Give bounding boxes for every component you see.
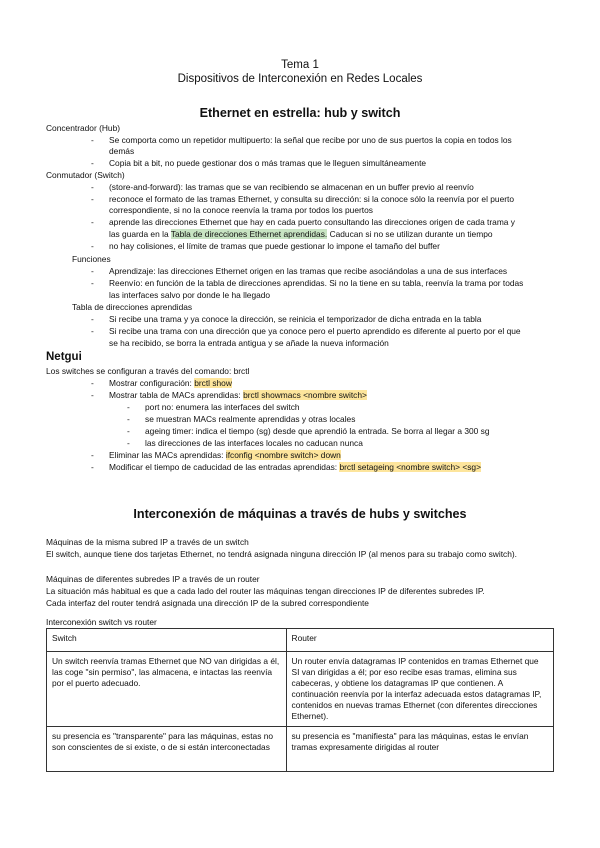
bullet-dash: - (91, 390, 94, 400)
funciones-item: Aprendizaje: las direcciones Ethernet origen en las tramas que recibe asociándolas a una de sus interfaces (109, 266, 508, 276)
table-cell: su presencia es "manifiesta" para las máquinas, estas le envían tramas expresamente dirigidas al router (286, 727, 553, 772)
section-title-interconexion: Interconexión de máquinas a través de hubs y switches (133, 507, 467, 521)
table-cell: su presencia es "transparente" para las máquinas, estas no son conscientes de si existe, o de si están interconectadas (47, 727, 287, 772)
tabla-item: Si recibe una trama y ya conoce la dirección, se reinicia el temporizador de dicha entrada en la tabla (109, 314, 482, 324)
netgui-item-text: Modificar el tiempo de caducidad de las entradas aprendidas: (109, 462, 338, 472)
bullet-dash: - (91, 314, 94, 324)
table-header-cell: Router (286, 629, 553, 652)
bullet-dash: - (91, 135, 94, 145)
paragraph-title: Máquinas de la misma subred IP a través de un switch (46, 537, 249, 547)
netgui-sub-item: port no: enumera las interfaces del switch (145, 402, 300, 412)
tabla-item: se ha recibido, se borra la entrada antigua y se añade la nueva información (109, 338, 389, 348)
comparison-table (46, 628, 554, 772)
table-cell: Un switch reenvía tramas Ethernet que NO van dirigidas a él, las coge "sin permiso", las almacena, e intactas las reenvía por el puerto adecuado. (47, 652, 287, 727)
netgui-item-text: Eliminar las MACs aprendidas: (109, 450, 224, 460)
command-highlight: brctl show (194, 378, 232, 388)
tabla-label: Tabla de direcciones aprendidas (72, 302, 193, 312)
netgui-intro: Los switches se configuran a través del comando: brctl (46, 366, 250, 376)
netgui-sub-item: las direcciones de las interfaces locales no caducan nunca (145, 438, 363, 448)
netgui-item (109, 378, 232, 389)
funciones-item: Reenvío: en función de la tabla de direcciones aprendidas. Si no la tiene en su tabla, reenvía la trama por todas (109, 278, 524, 288)
table-header-row (47, 629, 554, 652)
tabla-item: Si recibe una trama con una dirección que ya conoce pero el puerto aprendido es diferente al puerto por el que (109, 326, 521, 336)
table-header-cell: Switch (47, 629, 287, 652)
bullet-dash: - (91, 378, 94, 388)
switch-item: (store-and-forward): las tramas que se van recibiendo se almacenan en un buffer previo al reenvío (109, 182, 474, 192)
bullet-dash: - (91, 266, 94, 276)
bullet-dash: - (127, 438, 130, 448)
bullet-dash: - (91, 194, 94, 204)
hub-label: Concentrador (Hub) (46, 123, 121, 133)
command-highlight: brctl showmacs <nombre switch> (243, 390, 367, 400)
hub-item: Copia bit a bit, no puede gestionar dos o más tramas que le lleguen simultáneamente (109, 158, 427, 168)
bullet-dash: - (91, 182, 94, 192)
switch-item: reconoce el formato de las tramas Ethernet, y consulta su dirección: si la conoce sólo la reenvía por el puerto (109, 194, 515, 204)
netgui-item-text: Mostrar tabla de MACs aprendidas: (109, 390, 241, 400)
table-row (47, 652, 554, 727)
bullet-dash: - (127, 414, 130, 424)
netgui-sub-item: ageing timer: indica el tiempo (sg) desde que aprendió la entrada. Se borra al llegar a 300 sg (145, 426, 490, 436)
bullet-dash: - (91, 217, 94, 227)
paragraph-text: La situación más habitual es que a cada lado del router las máquinas tengan direcciones IP de diferentes subredes IP. (46, 586, 485, 596)
table-cell: Un router envía datagramas IP contenidos en tramas Ethernet que SI van dirigidas a él; por eso recibe esas tramas, elimina sus cabeceras, y obtiene los datagramas IP que contienen. A continuación reenvía por la interfaz adecuada estos datagramas IP, contenidos en nuevas tramas Ethernet (con diferentes direcciones Ethernet). (286, 652, 553, 727)
command-highlight: ifconfig <nombre switch> down (225, 450, 341, 460)
table-caption: Interconexión switch vs router (46, 617, 157, 627)
bullet-dash: - (91, 326, 94, 336)
bullet-dash: - (91, 278, 94, 288)
switch-item-text: las guarda en la (109, 229, 169, 239)
funciones-item: las interfaces salvo por donde le ha llegado (109, 290, 271, 300)
netgui-item (109, 450, 341, 461)
table-row (47, 727, 554, 772)
command-highlight: brctl setageing <nombre switch> <sg> (339, 462, 481, 472)
switch-item-with-highlight (109, 229, 493, 240)
netgui-title: Netgui (46, 351, 82, 363)
bullet-dash: - (91, 158, 94, 168)
highlight-table-name: Tabla de direcciones Ethernet aprendidas. (170, 229, 328, 239)
netgui-item (109, 390, 367, 401)
bullet-dash: - (127, 426, 130, 436)
switch-item: no hay colisiones, el límite de tramas que puede gestionar lo impone el tamaño del buffer (109, 241, 440, 251)
hub-item: demás (109, 146, 135, 156)
paragraph-text: El switch, aunque tiene dos tarjetas Ethernet, no tendrá asignada ninguna dirección IP (al menos para su trabajo como switch). (46, 549, 517, 559)
bullet-dash: - (91, 462, 94, 472)
paragraph-title: Máquinas de diferentes subredes IP a través de un router (46, 574, 260, 584)
funciones-label: Funciones (72, 254, 111, 264)
switch-label: Conmutador (Switch) (46, 170, 125, 180)
hub-item: Se comporta como un repetidor multipuerto: la señal que recibe por uno de sus puertos la copia en todos los (109, 135, 512, 145)
bullet-dash: - (91, 241, 94, 251)
document-subtitle: Dispositivos de Interconexión en Redes Locales (177, 73, 423, 85)
netgui-item-text: Mostrar configuración: (109, 378, 192, 388)
switch-item-text: Caducan si no se utilizan durante un tiempo (329, 229, 493, 239)
paragraph-text: Cada interfaz del router tendrá asignada una dirección IP de la subred correspondiente (46, 598, 369, 608)
netgui-item (109, 462, 481, 473)
bullet-dash: - (127, 402, 130, 412)
bullet-dash: - (91, 450, 94, 460)
netgui-sub-item: se muestran MACs realmente aprendidas y otras locales (145, 414, 356, 424)
section-title-ethernet: Ethernet en estrella: hub y switch (199, 106, 401, 120)
switch-item: aprende las direcciones Ethernet que hay en cada puerto consultando las direcciones origen de cada trama y (109, 217, 515, 227)
switch-item: correspondiente, si no la conoce reenvía la trama por todos los puertos (109, 205, 373, 215)
topic-number: Tema 1 (281, 59, 319, 71)
